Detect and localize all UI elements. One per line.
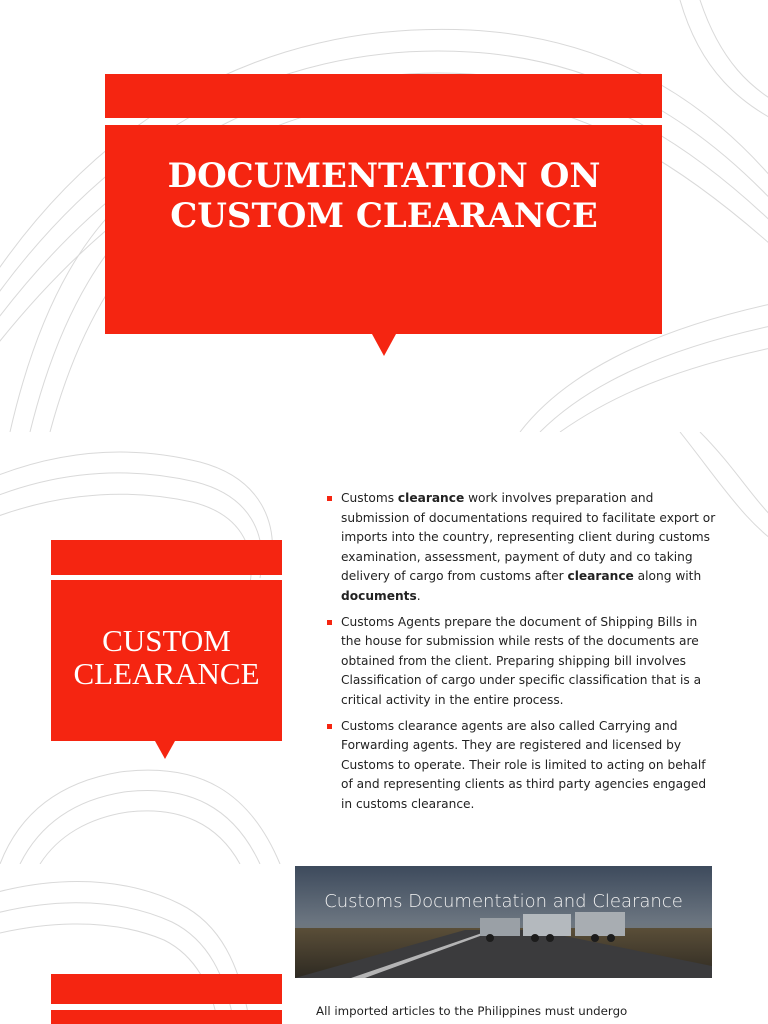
heading-box [51,1010,282,1024]
bullet-text: Customs Agents prepare the document of Shipping Bills in the house for submission while rests of the documents are obtained from the client. Preparing shipping bill involves Classification of cargo under specific classification that is a critical activity in the entire process. [341,614,702,707]
bullet-list [326,489,716,821]
heading-box-top-strip [51,974,282,1004]
slide-title: DOCUMENTATION ON CUSTOM CLEARANCE [167,156,601,236]
heading-box-top-strip [51,540,282,575]
customs-truck-image [295,866,712,978]
title-box-pointer [372,334,396,356]
title-box-top-strip [105,74,662,118]
slide-1 [0,0,768,432]
bullet-text: Customs clearance agents are also called Carrying and Forwarding agents. They are registered and licensed by Customs to operate. Their role is limited to acting on behalf of and representing clients as third party agencies engaged in customs clearance. [341,718,707,811]
image-caption: Customs Documentation and Clearance [324,891,683,912]
bold-text: clearance [567,569,634,584]
truck-road-illustration [295,866,712,978]
heading-box-pointer [155,741,175,759]
bold-text: documents [341,588,417,603]
bullet-text: . [416,588,421,603]
bullet-text: Customs [341,491,398,505]
bullet-square-icon [327,724,332,729]
bold-text: clearance [397,491,465,505]
bullet-item [326,489,716,607]
bullet-square-icon [327,620,332,625]
bullet-text: along with [633,569,702,584]
bullet-item [326,613,716,711]
body-text: All imported articles to the Philippines must undergo [316,1004,628,1018]
bullet-text: work involves preparation and submission of documentations required to facilitate export or imports into the country, representing client during customs examination, assessment, payment of duty and co taking delivery of cargo from customs after [341,491,716,584]
section-heading: CUSTOM CLEARANCE [73,623,260,691]
bullet-item [326,717,716,815]
bullet-square-icon [327,496,332,501]
